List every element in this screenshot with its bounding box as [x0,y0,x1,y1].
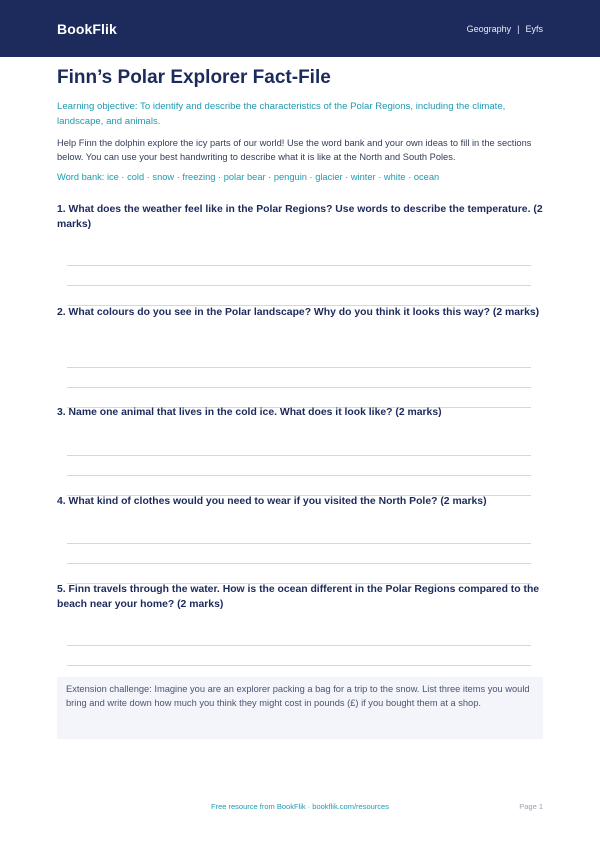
word-bank: Word bank: ice · cold · snow · freezing · polar bear · penguin · glacier · winter · white · ocean [57,172,440,182]
meta-separator: | [517,23,520,34]
footer-credit[interactable]: Free resource from BookFlik · bookflik.com/resources [211,802,389,811]
question-1: 1. What does the weather feel like in the Polar Regions? Use words to describe the temperature. (2 marks) [57,204,543,230]
subject-meta [467,24,543,34]
page-header [0,0,600,57]
question-5: 5. Finn travels through the water. How is the ocean different in the Polar Regions compared to the beach near your home? (2 marks) [57,584,540,610]
answer-line[interactable] [67,367,531,368]
answer-line[interactable] [67,665,531,666]
answer-line[interactable] [67,645,531,646]
question-4: 4. What kind of clothes would you need to wear if you visited the North Pole? (2 marks) [57,496,487,507]
question-2: 2. What colours do you see in the Polar landscape? Why do you think it looks this way? (2 marks) [57,307,540,318]
answer-line[interactable] [67,387,531,388]
question-3: 3. Name one animal that lives in the cold ice. What does it look like? (2 marks) [57,407,442,418]
answer-line[interactable] [67,543,531,544]
extension-challenge: Extension challenge: Imagine you are an explorer packing a bag for a trip to the snow. List three items you would bring and write down how much you think they might cost in pounds (£) if you bought them at a shop. [57,677,543,739]
answer-line[interactable] [67,455,531,456]
answer-line[interactable] [67,563,531,564]
learning-objective: Learning objective: To identify and describe the characteristics of the Polar Regions, including the climate, landscape, and animals. [57,101,506,127]
page-number: Page 1 [519,802,543,811]
brand-logo: BookFlik [57,20,117,37]
answer-line[interactable] [67,285,531,286]
answer-line[interactable] [67,265,531,266]
subject-label: Geography [466,23,512,34]
page-title: Finn’s Polar Explorer Fact-File [57,67,331,88]
intro-text: Help Finn the dolphin explore the icy parts of our world! Use the word bank and your own ideas to fill in the sections below. You can use your best handwriting to describe what it is like at the North and South Poles. [57,138,532,162]
answer-line[interactable] [67,475,531,476]
level-label: Eyfs [525,23,543,34]
